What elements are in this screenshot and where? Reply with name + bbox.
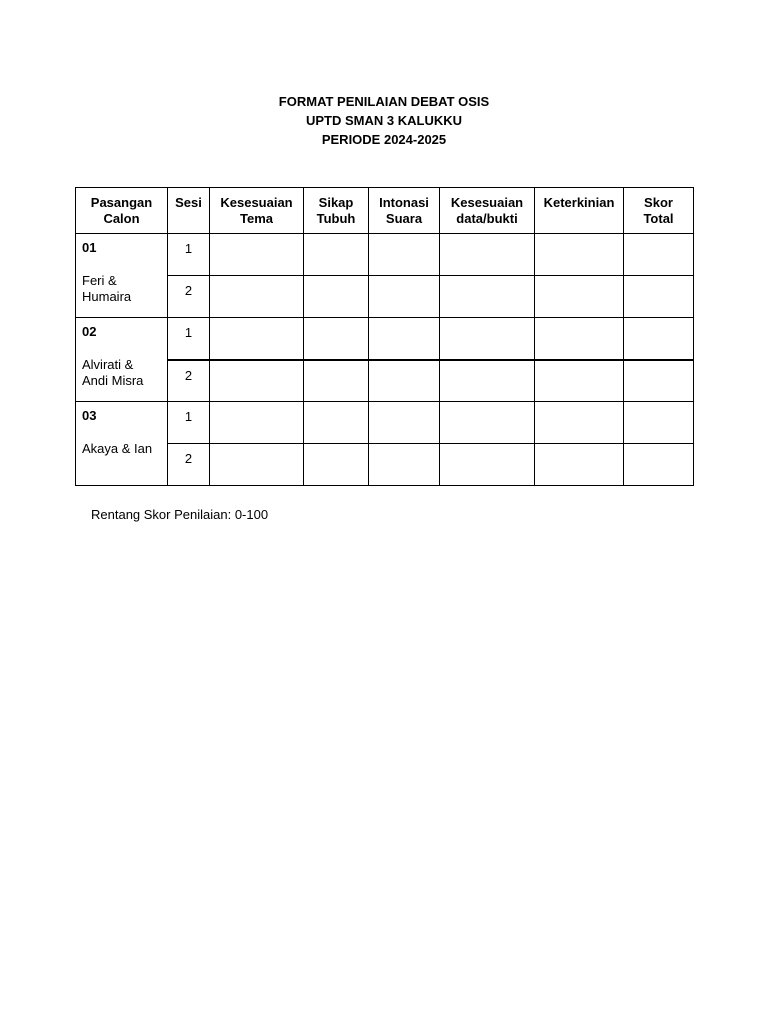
table-row [76, 444, 694, 486]
score-cell [440, 444, 535, 486]
col-header-intonasi-suara: Intonasi Suara [369, 188, 440, 234]
score-cell [440, 402, 535, 444]
table-header-row [76, 188, 694, 234]
score-cell [210, 402, 304, 444]
pair-number: 01 [82, 240, 97, 255]
pair-number: 03 [82, 408, 97, 423]
score-cell [535, 234, 624, 276]
score-cell [369, 276, 440, 318]
pair-cell-02 [76, 318, 168, 402]
score-cell [304, 234, 369, 276]
score-cell [304, 402, 369, 444]
score-cell [440, 234, 535, 276]
score-cell [624, 318, 694, 360]
col-header-kesesuaian-tema: Kesesuaian Tema [210, 188, 304, 234]
score-cell [624, 402, 694, 444]
score-cell [369, 318, 440, 360]
title-line-2: UPTD SMAN 3 KALUKKU [306, 113, 462, 128]
score-cell [440, 276, 535, 318]
pair-cell-03 [76, 402, 168, 486]
score-cell [304, 444, 369, 486]
pair-number: 02 [82, 324, 97, 339]
session-number: 2 [168, 360, 210, 402]
score-cell [624, 444, 694, 486]
col-header-skor-total: Skor Total [624, 188, 694, 234]
score-cell [210, 234, 304, 276]
session-number: 1 [168, 402, 210, 444]
table-row [76, 318, 694, 360]
pair-names: Alvirati & Andi Misra [82, 357, 144, 388]
table-row [76, 276, 694, 318]
score-cell [535, 360, 624, 402]
pair-names: Feri & Humaira [82, 273, 132, 304]
col-header-sesi: Sesi [168, 188, 210, 234]
score-cell [210, 444, 304, 486]
col-header-keterkinian: Keterkinian [535, 188, 624, 234]
pair-names: Akaya & Ian [82, 441, 153, 456]
score-cell [535, 402, 624, 444]
table-row [76, 402, 694, 444]
score-cell [624, 234, 694, 276]
score-cell [304, 318, 369, 360]
title-line-1: FORMAT PENILAIAN DEBAT OSIS [278, 94, 490, 109]
scoring-table [75, 187, 694, 486]
document-title [0, 92, 768, 149]
score-cell [210, 276, 304, 318]
score-cell [369, 360, 440, 402]
col-header-pasangan-calon: Pasangan Calon [76, 188, 168, 234]
score-cell [535, 276, 624, 318]
session-number: 1 [168, 318, 210, 360]
session-number: 2 [168, 444, 210, 486]
score-cell [210, 360, 304, 402]
score-cell [369, 444, 440, 486]
session-number: 1 [168, 234, 210, 276]
table-row [76, 360, 694, 402]
col-header-sikap-tubuh: Sikap Tubuh [304, 188, 369, 234]
title-line-3: PERIODE 2024-2025 [321, 132, 447, 147]
session-number: 2 [168, 276, 210, 318]
score-cell [304, 360, 369, 402]
score-cell [535, 444, 624, 486]
score-cell [369, 234, 440, 276]
pair-cell-01 [76, 234, 168, 318]
score-cell [535, 318, 624, 360]
score-cell [440, 360, 535, 402]
score-cell [440, 318, 535, 360]
score-range-note: Rentang Skor Penilaian: 0-100 [91, 507, 269, 522]
score-cell [210, 318, 304, 360]
score-cell [304, 276, 369, 318]
col-header-kesesuaian-data: Kesesuaian data/bukti [440, 188, 535, 234]
score-cell [369, 402, 440, 444]
table-row [76, 234, 694, 276]
score-cell [624, 276, 694, 318]
score-cell [624, 360, 694, 402]
